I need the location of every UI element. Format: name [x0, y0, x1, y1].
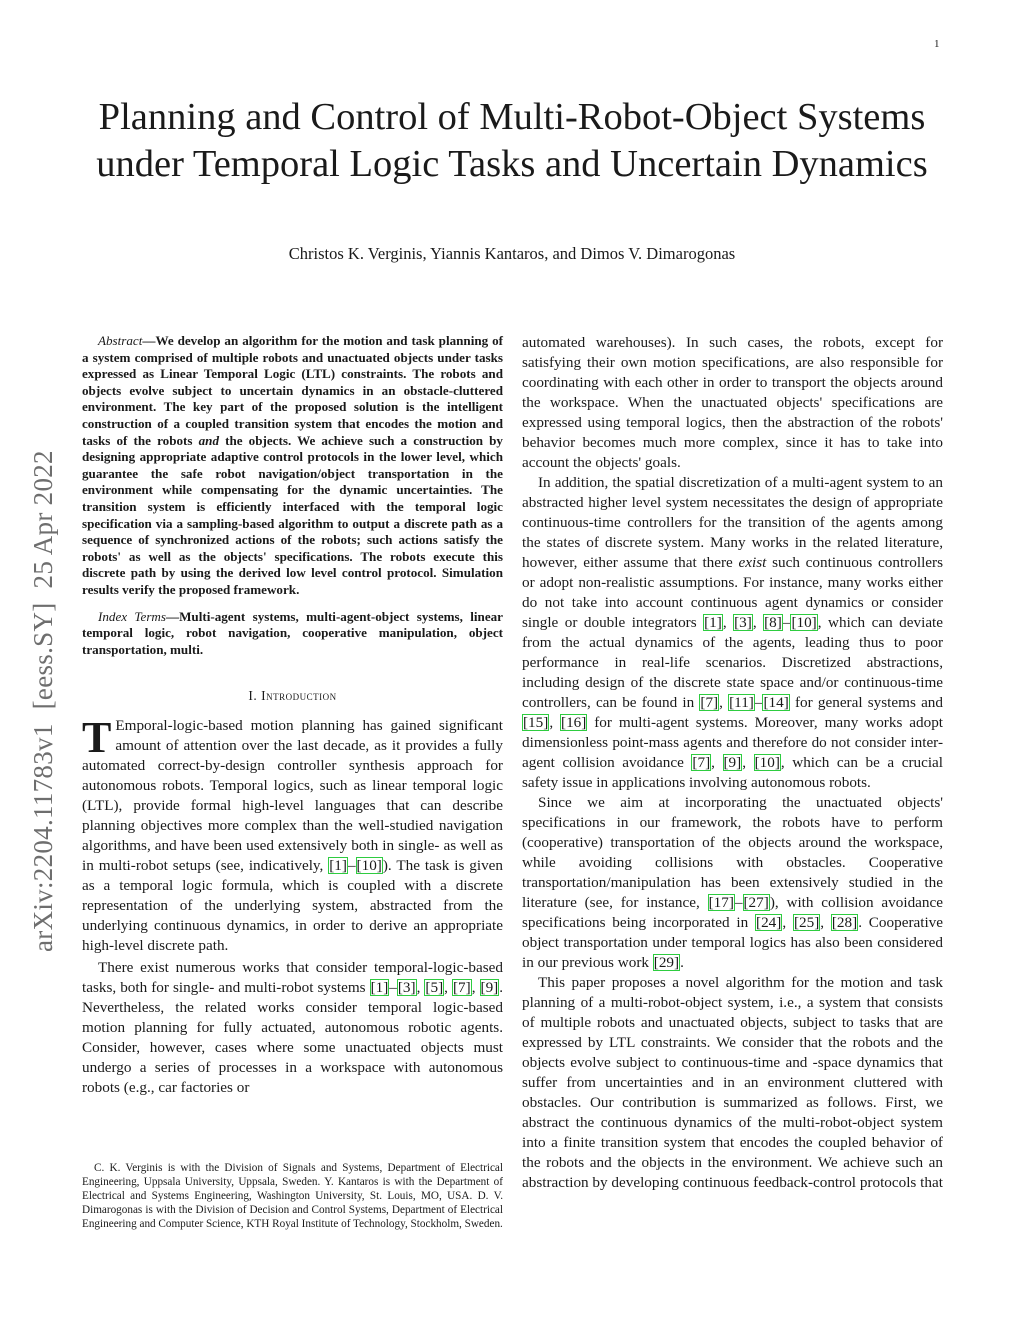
citation-link[interactable]: [1] [370, 979, 389, 997]
right-paragraph-4: This paper proposes a novel algorithm for the motion and task planning of a multi-robot-object system, i.e., a system that consists of multiple robots and unactuated objects, subject to tasks that are expressed by LTL constraints. We consider that the robots and the objects evolve subject to continuous-time and -space dynamics that suffer from uncertainties and in an environment cluttered with obstacles. Our contribution is summarized as follows. First, we abstract the continuous dynamics of the multi-robot-object system into a finite transition system that encodes the coupled behavior of the robots and the objects in the environment. We achieve such an abstraction by developing continuous feedback-control protocols that [522, 974, 943, 1191]
citation-link[interactable]: [3] [397, 979, 416, 997]
index-terms-text: Multi-agent systems, multi-agent-object systems, linear temporal logic, robot navigation, cooperative manipulation, object transportation, multi. [82, 608, 503, 657]
citation-link[interactable]: [15] [523, 714, 549, 731]
citation-link[interactable]: [14] [763, 694, 789, 711]
arxiv-watermark [28, 436, 59, 952]
citation-link[interactable]: [7] [692, 754, 711, 771]
footnote: C. K. Verginis is with the Division of Signals and Systems, Department of Electrical Engineering, Uppsala University, Uppsala, Sweden. Y. Kantaros is with the Department of Electrical and Systems Engineering, Washington University, St. Louis, MO, USA. D. V. Dimarogonas is with the Division of Decision and Control Systems, Department of Electrical Engineering and Computer Science, KTH Royal Institute of Technology, Stockholm, Sweden. [82, 1162, 503, 1230]
citation-link[interactable]: [9] [723, 754, 742, 771]
citation-link[interactable]: [29] [653, 954, 680, 971]
arxiv-id[interactable]: arXiv:2204.11783v1 [28, 723, 58, 952]
citation-link[interactable]: [8] [764, 614, 782, 631]
dropcap-letter: T [82, 713, 112, 763]
right-paragraph-1: automated warehouses). In such cases, the robots, except for satisfying their own motion specifications, are also responsible for coordinating with each other in order to transport the objects around the workspace. When the unactuated objects' specifications are expressed using temporal logics, then the abstraction of the robots' behavior becomes much more complex, since it has to take into account the objects' goals. [522, 334, 943, 471]
right-paragraph-3: Since we aim at incorporating the unactuated objects' specifications in our framework, the robots have to perform (cooperative) transportation of the objects around the workspace, while avoiding collisions with obstacles. Cooperative transportation/manipulation has been extensively studied in the literature (see, for instance, [17]–[27]), with collision avoidance specifications being incorporated in [24], [25], [28]. Cooperative object transportation under temporal logics has also been considered in our previous work [29]. [522, 794, 944, 971]
page-number: 1 [934, 38, 940, 50]
abstract: Abstract—We develop an algorithm for the motion and task planning of a system comprised of multiple robots and unactuated objects under tasks expressed as Linear Temporal Logic (LTL) constraints. The robots and objects evolve subject to uncertain dynamics in an obstacle-cluttered environment. The key part of the proposed solution is the intelligent construction of a coupled transition system that encodes the motion and tasks of the robots and the objects. We achieve such a construction by designing appropriate adaptive control protocols in the lower level, which guarantee the safe robot navigation/object transportation in the environment while compensating for the dynamic uncertainties. The transition system is efficiently interfaced with the temporal logic specification via a sampling-based algorithm to output a discrete path as a sequence of synchronized actions of the robots; such actions satisfy the robots' as well as the objects' specifications. The robots execute this discrete path by using the derived low level control protocol. Simulation results verify the proposed framework. [82, 333, 503, 597]
emphasis-exist: exist [738, 554, 767, 571]
citation-link[interactable]: [1] [704, 614, 722, 631]
section-heading [82, 688, 503, 704]
intro-paragraph-1: T Emporal-logic-based motion planning has gained significant amount of attention over the last decade, as it provides a fully automated correct-by-design controller synthesis approach for autonomous robots. Temporal logics, such as linear temporal logic (LTL), provide formal high-level languages that can describe planning objectives more complex than the well-studied navigation algorithms, and have been used extensively both in single- as well as in multi-robot setups (see, indicatively, [1]–[10]). The task is given as a temporal logic formula, which is coupled with a discrete representation of the underlying system, abstracted from the underlying continuous dynamics, in order to derive an appropriate high-level discrete path. [82, 713, 503, 955]
citation-link[interactable]: [24] [756, 914, 782, 931]
right-paragraph-2: In addition, the spatial discretization of a multi-agent system to an abstracted higher level system necessitates the design of appropriate continuous-time controllers for the transition of the agents among the states of discrete system. Many works in the related literature, however, either assume that there exist such continuous controllers or adopt non-realistic assumptions. For instance, many works either do not take into account continuous agent dynamics or consider single or double integrators [1], [3], [8]–[10], which can deviate from the actual dynamics of the agents, leading thus to poor performance in real-life scenarios. Discretized abstractions, including design of the discrete state space and/or continuous-time controllers, can be found in [7], [11]–[14] for general systems and [15], [16] for multi-agent systems. Moreover, many works adopt dimensionless point-mass agents and therefore do not consider inter-agent collision avoidance [7], [9], [10], which can be a crucial safety issue in applications involving autonomous robots. [522, 474, 944, 791]
citation-link[interactable]: [10] [791, 614, 817, 631]
citation-link[interactable]: [16] [561, 714, 587, 731]
arxiv-category: [eess.SY] [28, 602, 58, 710]
intro-paragraph-2: There exist numerous works that consider temporal-logic-based tasks, both for single- and multi-robot systems [1]–[3], [5], [7], [9]. Nevertheless, the related works consider temporal logic-based motion planning for fully actuated, autonomous robotic agents. Consider, however, cases where some unactuated objects must undergo a series of processes in a workspace with autonomous robots (e.g., car factories or [82, 959, 504, 1097]
citation-link[interactable]: [3] [734, 614, 752, 631]
abstract-text-a: We develop an algorithm for the motion and task planning of a system comprised of multiple robots and unactuated objects under tasks expressed as Linear Temporal Logic (LTL) constraints. The robots and objects evolve subject to uncertain dynamics in an obstacle-cluttered environment. The key part of the proposed solution is the intelligent construction of a coupled transition system that encodes the motion and tasks of the robots [82, 333, 503, 448]
paper-title: Planning and Control of Multi-Robot-Object Systems under Temporal Logic Tasks and Uncertain Dynamics [96, 96, 928, 185]
citation-link[interactable]: [1] [329, 857, 347, 875]
abstract-text-b: the objects. We achieve such a construction by designing appropriate adaptive control protocols in the lower level, which guarantee the safe robot navigation/object transportation in the environment while compensating for the dynamic uncertainties. The transition system is efficiently interfaced with the temporal logic specification via a sampling-based algorithm to output a discrete path as a sequence of synchronized actions of the robots; such actions satisfy the robots' as well as the objects' specifications. The robots execute this discrete path by using the derived low level control protocol. Simulation results verify the proposed framework. [82, 432, 503, 597]
citation-link[interactable]: [25] [793, 914, 820, 931]
section-title: Introduction [261, 688, 337, 704]
right-column [522, 333, 943, 1193]
abstract-label: Abstract [98, 333, 143, 348]
citation-link[interactable]: [27] [743, 894, 769, 911]
section-number: I. [248, 688, 258, 704]
citation-link[interactable]: [11] [729, 694, 754, 711]
author-list: Christos K. Verginis, Yiannis Kantaros, and Dimos V. Dimarogonas [288, 244, 736, 263]
arxiv-date: 25 Apr 2022 [28, 450, 58, 589]
index-terms: Index Terms—Multi-agent systems, multi-agent-object systems, linear temporal logic, robot navigation, cooperative manipulation, object transportation, multi. [82, 608, 503, 657]
citation-link[interactable]: [10] [356, 857, 382, 875]
abstract-emphasis: and [198, 432, 219, 448]
citation-link[interactable]: [9] [480, 979, 499, 997]
citation-link[interactable]: [17] [708, 894, 734, 911]
citation-link[interactable]: [28] [831, 914, 858, 931]
index-terms-label: Index Terms [98, 608, 166, 624]
citation-link[interactable]: [10] [754, 754, 780, 771]
citation-link[interactable]: [5] [425, 979, 444, 997]
citation-link[interactable]: [7] [700, 694, 719, 711]
citation-link[interactable]: [7] [452, 979, 471, 997]
left-column [82, 333, 504, 1230]
